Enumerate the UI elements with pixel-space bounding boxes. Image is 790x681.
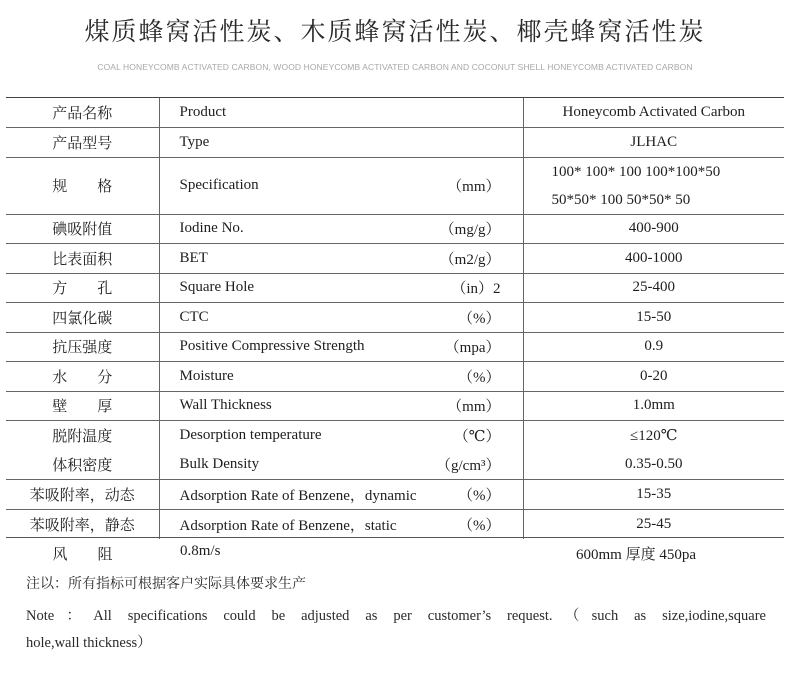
table-row <box>6 128 784 158</box>
row-label-en: Moisture <box>179 367 234 384</box>
row-unit: （mm） <box>447 179 501 195</box>
page-subtitle: COAL HONEYCOMB ACTIVATED CARBON, WOOD HONEYCOMB ACTIVATED CARBON AND COCONUT SHELL HONEYCOMB ACTIVATED CARBON <box>97 62 693 72</box>
row-unit: （%） <box>458 310 501 327</box>
row-label-cn: 水 分 <box>6 362 159 392</box>
row-unit: （℃） <box>453 429 501 445</box>
table-row <box>6 480 784 510</box>
row-label-en: Adsorption Rate of Benzene，static <box>179 517 397 534</box>
spec-table <box>6 98 784 539</box>
row-label-cn: 碘吸附值 <box>6 214 159 244</box>
table-row <box>6 391 784 421</box>
row-unit: （%） <box>458 517 501 534</box>
row-unit: （%） <box>458 369 501 386</box>
wind-resistance-row <box>6 538 784 567</box>
table-row <box>6 214 784 244</box>
row-label-cn: 比表面积 <box>6 244 159 274</box>
table-row <box>6 98 784 128</box>
row-label-cn: 风 阻 <box>52 545 113 563</box>
row-label-cn: 苯吸附率，动态 <box>6 480 159 510</box>
row-unit: （mg/g） <box>439 222 501 239</box>
row-unit: （m2/g） <box>439 251 501 268</box>
row-unit: （mm） <box>447 399 501 416</box>
row-label-cn: 规 格 <box>6 157 159 214</box>
table-row <box>6 421 784 451</box>
row-value: ≤120℃ <box>523 421 784 451</box>
row-label-cn: 产品名称 <box>52 104 113 122</box>
row-unit: （g/cm³） <box>436 458 501 474</box>
row-value: 25-45 <box>523 509 784 539</box>
row-label-en: Wall Thickness <box>179 397 272 414</box>
row-label-en: Iodine No. <box>179 220 244 237</box>
note-english-line: hole,wall thickness） <box>26 635 152 651</box>
row-value: 25-400 <box>523 273 784 303</box>
row-label-cn: 四氯化碳 <box>6 303 159 333</box>
note-chinese: 注以：所有指标可根据客户实际具体要求生产 <box>26 576 306 592</box>
table-row <box>6 509 784 539</box>
row-value: 1.0mm <box>523 391 784 421</box>
row-value-line: 100* 100* 100 100*100*50 <box>551 163 721 180</box>
row-label-en: Adsorption Rate of Benzene，dynamic <box>179 487 417 504</box>
row-value: JLHAC <box>523 128 784 158</box>
table-row <box>6 244 784 274</box>
row-label-en: 0.8m/s <box>180 543 221 559</box>
row-label-cn: 体积密度 <box>52 456 113 474</box>
row-unit: （%） <box>458 487 501 504</box>
row-value: 0.9 <box>523 332 784 362</box>
row-value-line: 50*50* 100 50*50* 50 <box>551 191 691 208</box>
table-row <box>6 332 784 362</box>
row-label-en: Bulk Density <box>179 456 260 472</box>
row-value: 400-900 <box>523 214 784 244</box>
row-label-en: Positive Compressive Strength <box>179 338 365 355</box>
row-value: 15-35 <box>523 480 784 510</box>
row-label-en: Specification <box>179 177 259 193</box>
row-unit: （in）2 <box>451 281 501 298</box>
row-label-en: Desorption temperature <box>179 427 322 443</box>
row-value: 400-1000 <box>523 244 784 274</box>
row-value: 0.35-0.50 <box>523 450 784 480</box>
table-row <box>6 303 784 333</box>
row-label-en: BET <box>179 249 208 266</box>
row-unit: （mpa） <box>444 340 501 357</box>
table-row <box>6 362 784 392</box>
note-english-line: Note：All specifications could be adjusted as per customer’s request.（such as size,iodine,square <box>26 608 766 624</box>
table-row <box>6 157 784 214</box>
row-label-cn: 抗压强度 <box>6 332 159 362</box>
row-label-en: Square Hole <box>179 279 255 296</box>
table-row <box>6 273 784 303</box>
row-value: Honeycomb Activated Carbon <box>523 98 784 128</box>
row-label-en: Product <box>179 104 227 120</box>
note-english <box>26 603 766 657</box>
row-label-cn: 产品型号 <box>6 128 159 158</box>
row-label-en: Type <box>179 133 210 150</box>
row-label-cn: 脱附温度 <box>6 421 159 451</box>
row-label-cn: 壁 厚 <box>6 391 159 421</box>
row-value: 0-20 <box>523 362 784 392</box>
page-title: 煤质蜂窝活性炭、木质蜂窝活性炭、椰壳蜂窝活性炭 <box>84 17 706 46</box>
row-label-cn: 苯吸附率，静态 <box>6 509 159 539</box>
row-value: 15-50 <box>523 303 784 333</box>
row-label-en: CTC <box>179 308 209 325</box>
row-label-cn: 方 孔 <box>6 273 159 303</box>
row-value: 600mm 厚度 450pa <box>576 547 696 563</box>
table-row <box>6 450 784 480</box>
